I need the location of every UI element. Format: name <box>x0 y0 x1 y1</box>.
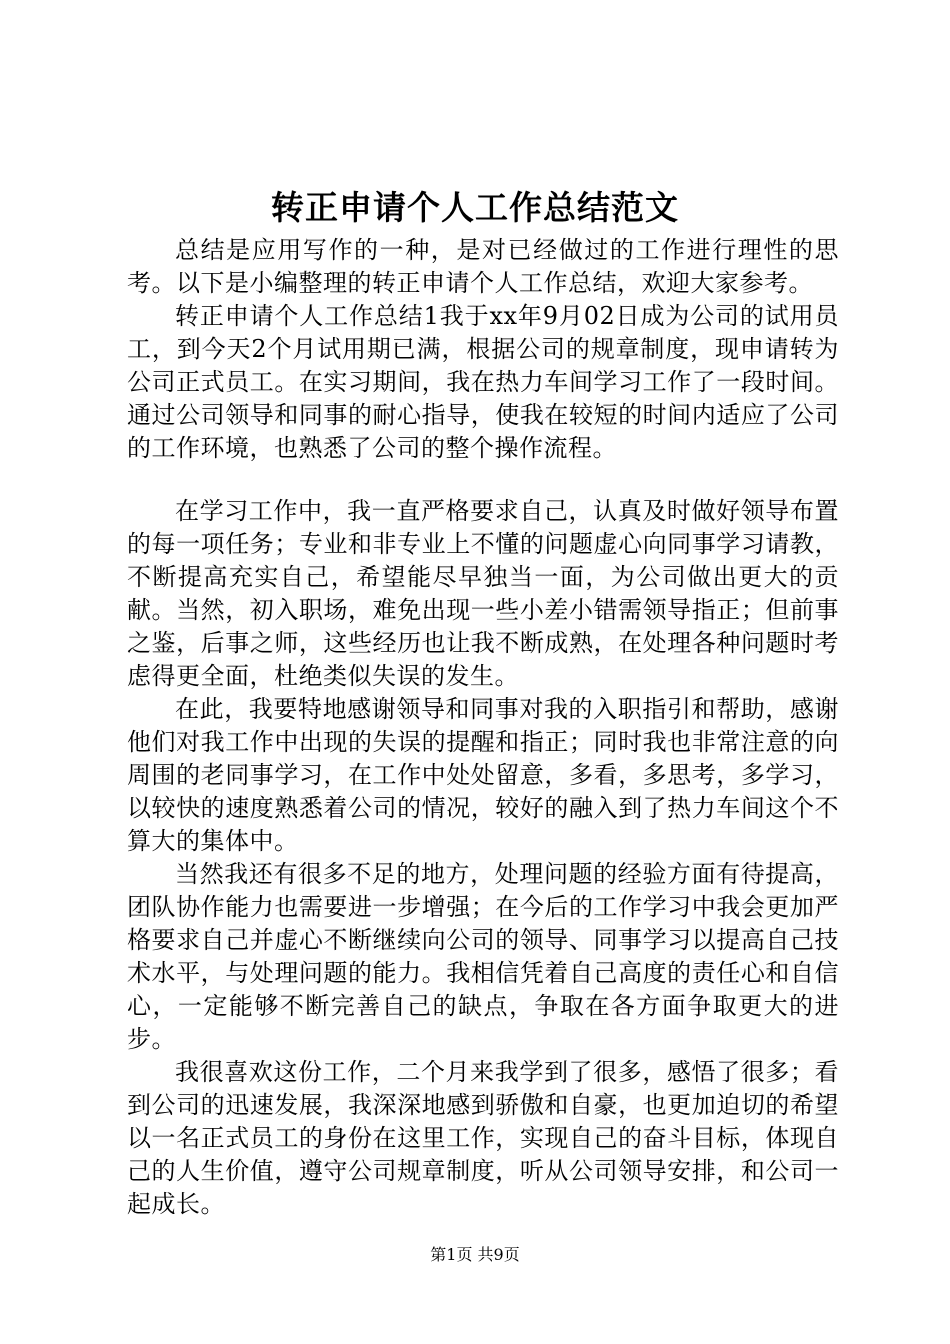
document-title: 转正申请个人工作总结范文 <box>271 188 679 227</box>
paragraph-shortcomings: 当然我还有很多不足的地方，处理问题的经验方面有待提高，团队协作能力也需要进一步增强；在今后的工作学习中我会更加严格要求自己并虚心不断继续向公司的领导、同事学习以提高自己技术水平，与处理问题的能力。我相信凭着自己高度的责任心和自信心，一定能够不断完善自己的缺点，争取在各方面争取更大的进步。 <box>127 860 839 1053</box>
paragraph-conclusion: 我很喜欢这份工作，二个月来我学到了很多，感悟了很多；看到公司的迅速发展，我深深地感到骄傲和自豪，也更加迫切的希望以一名正式员工的身份在这里工作，实现自己的奋斗目标，体现自己的人生价值，遵守公司规章制度，听从公司领导安排，和公司一起成长。 <box>127 1058 839 1218</box>
paragraph-intro: 总结是应用写作的一种，是对已经做过的工作进行理性的思考。以下是小编整理的转正申请个人工作总结，欢迎大家参考。 <box>127 236 839 297</box>
paragraph-study-work: 在学习工作中，我一直严格要求自己，认真及时做好领导布置的每一项任务；专业和非专业上不懂的问题虚心向同事学习请教，不断提高充实自己，希望能尽早独当一面，为公司做出更大的贡献。当然，初入职场，难免出现一些小差小错需领导指正；但前事之鉴，后事之师，这些经历也让我不断成熟，在处理各种问题时考虑得更全面，杜绝类似失误的发生。 <box>127 497 839 690</box>
paragraph-thanks: 在此，我要特地感谢领导和同事对我的入职指引和帮助，感谢他们对我工作中出现的失误的提醒和指正；同时我也非常注意的向周围的老同事学习，在工作中处处留意，多看，多思考，多学习，以较快的速度熟悉着公司的情况，较好的融入到了热力车间这个不算大的集体中。 <box>127 695 839 855</box>
document-body <box>127 234 839 1221</box>
paragraph-summary-1: 转正申请个人工作总结1我于xx年9月02日成为公司的试用员工，到今天2个月试用期已满，根据公司的规章制度，现申请转为公司正式员工。在实习期间，我在热力车间学习工作了一段时间。通过公司领导和同事的耐心指导，使我在较短的时间内适应了公司的工作环境，也熟悉了公司的整个操作流程。 <box>127 302 839 462</box>
page-number-footer: 第1页 共9页 <box>430 1245 520 1264</box>
